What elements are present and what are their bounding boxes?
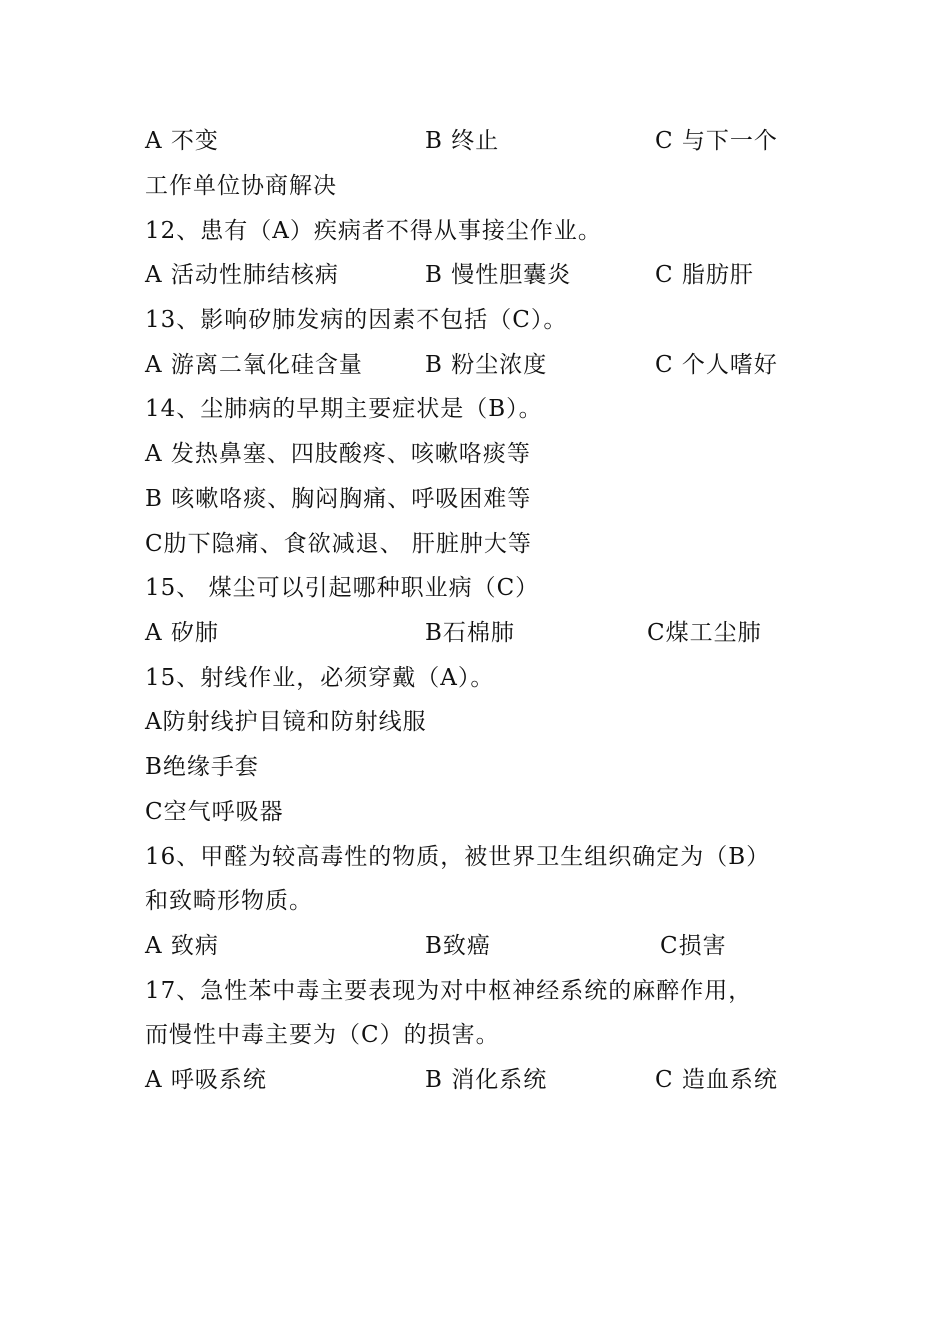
option-b: B石棉肺 (425, 620, 515, 646)
question-16: 16、甲醛为较高毒性的物质，被世界卫生组织确定为（B） (145, 844, 771, 870)
option-b: B绝缘手套 (145, 754, 259, 780)
option-b: B 粉尘浓度 (425, 352, 548, 378)
option-a: A 发热鼻塞、四肢酸疼、咳嗽咯痰等 (145, 441, 531, 467)
option-a: A 呼吸系统 (145, 1067, 267, 1093)
option-c: C煤工尘肺 (647, 620, 762, 646)
question-13: 13、影响矽肺发病的因素不包括（C）。 (145, 307, 568, 333)
option-b: B 终止 (425, 128, 500, 154)
option-a: A 矽肺 (145, 620, 219, 646)
text-line: 工作单位协商解决 (145, 173, 337, 199)
option-c: C 个人嗜好 (655, 352, 778, 378)
question-17: 17、急性苯中毒主要表现为对中枢神经系统的麻醉作用， (145, 978, 753, 1004)
option-b: B致癌 (425, 933, 491, 959)
option-c: C损害 (660, 933, 727, 959)
option-a: A 致病 (145, 933, 219, 959)
option-b: B 咳嗽咯痰、胸闷胸痛、呼吸困难等 (145, 486, 532, 512)
option-c: C 与下一个 (655, 128, 778, 154)
question-15b: 15、射线作业，必须穿戴（A）。 (145, 665, 495, 691)
question-12: 12、患有（A）疾病者不得从事接尘作业。 (145, 218, 602, 244)
option-b: B 慢性胆囊炎 (425, 262, 572, 288)
option-a: A 活动性肺结核病 (145, 262, 339, 288)
option-a: A防射线护目镜和防射线服 (145, 709, 427, 735)
option-c: C 造血系统 (655, 1067, 778, 1093)
question-15: 15、 煤尘可以引起哪种职业病（C） (145, 575, 540, 601)
option-c: C空气呼吸器 (145, 799, 284, 825)
option-b: B 消化系统 (425, 1067, 548, 1093)
option-c: C 脂肪肝 (655, 262, 754, 288)
text-line: 而慢性中毒主要为（C）的损害。 (145, 1022, 500, 1048)
option-a: A 游离二氧化硅含量 (145, 352, 363, 378)
text-line: 和致畸形物质。 (145, 888, 313, 914)
question-14: 14、尘肺病的早期主要症状是（B）。 (145, 396, 543, 422)
option-a: A 不变 (145, 128, 219, 154)
option-c: C肋下隐痛、食欲减退、 肝脏肿大等 (145, 531, 532, 557)
